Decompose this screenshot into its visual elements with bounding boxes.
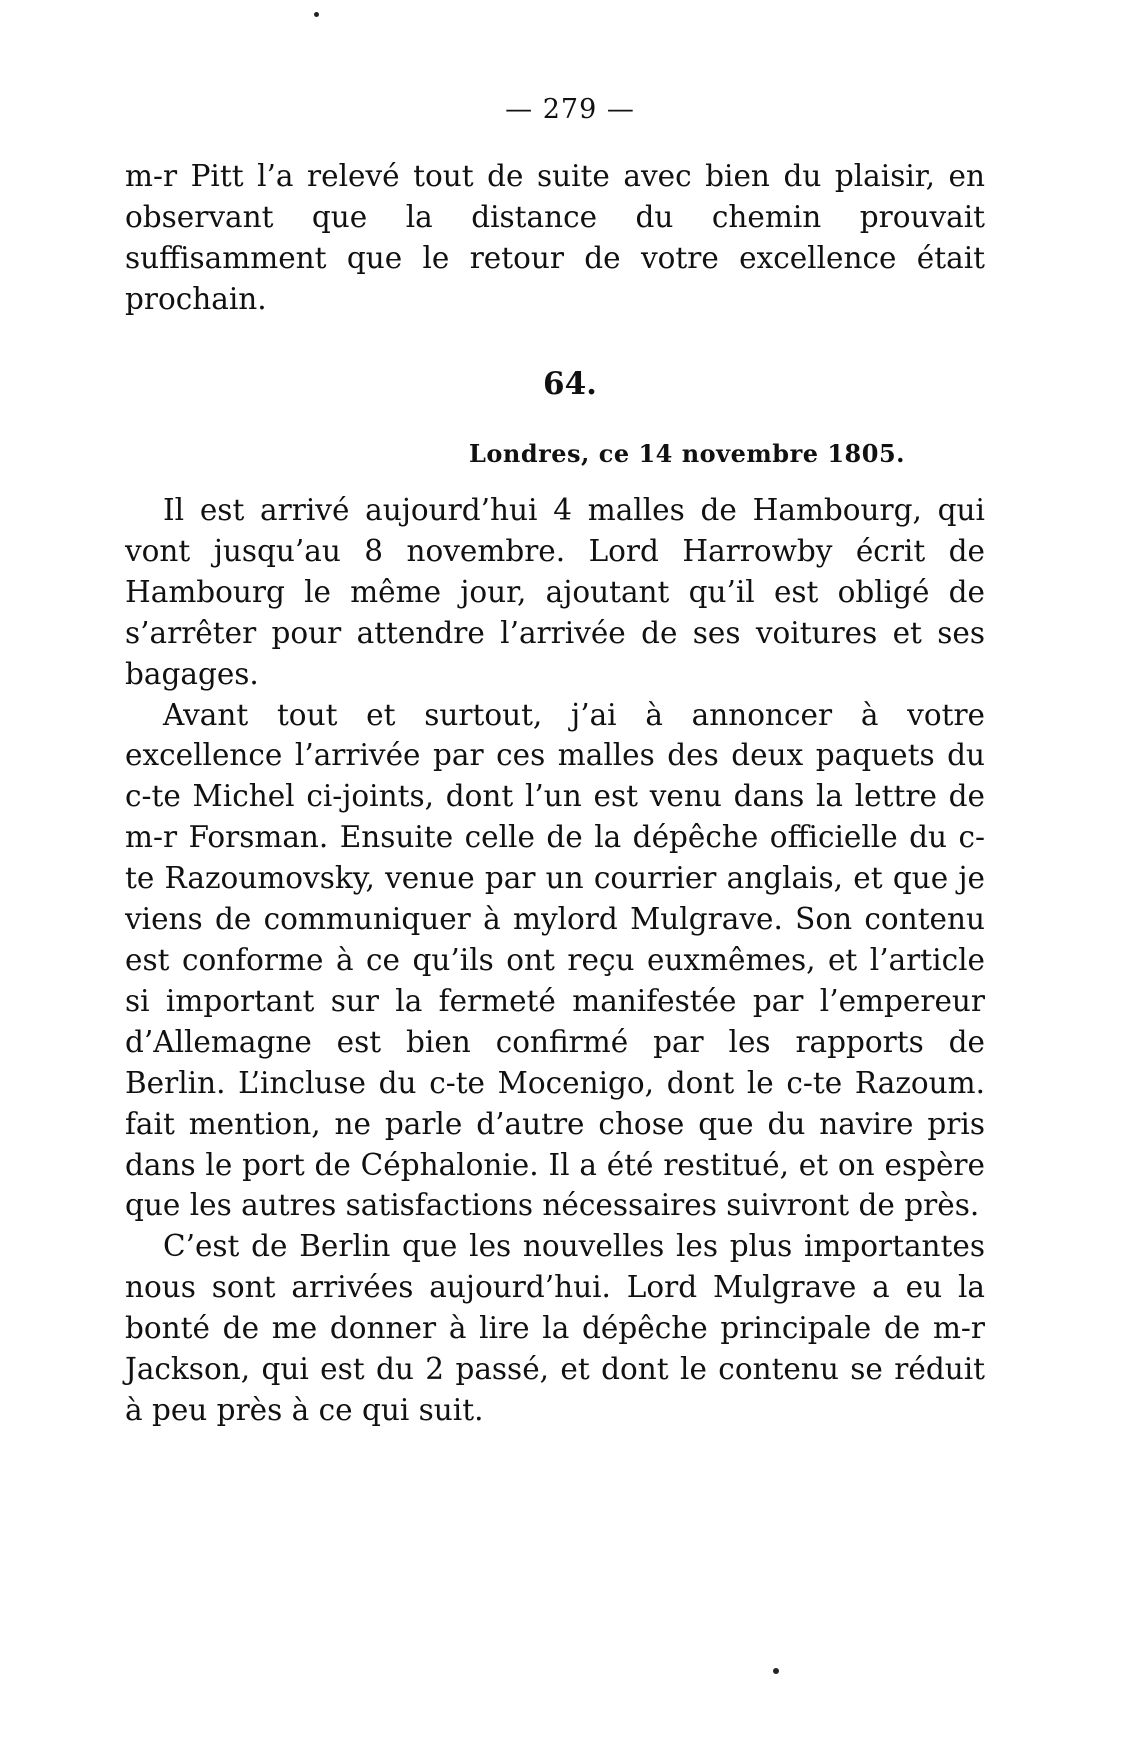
letter-number: 64.	[543, 366, 597, 402]
page-number: — 279 —	[505, 94, 635, 125]
continuation-paragraph: m-r Pitt l’a relevé tout de suite avec bien du plaisir, en observant que la distance du chemin prouvait suffisamment que le retour de votre excellence était prochain.	[125, 159, 985, 316]
letter-paragraph: Il est arrivé aujourd’hui 4 malles de Hambourg, qui vont jusqu’au 8 novembre. Lord Harrowby écrit de Hambourg le même jour, ajoutant qu’il est obligé de s’arrêter pour attendre l’arrivée de ses voitures et ses bagages.	[125, 493, 985, 691]
letter-paragraph: Avant tout et surtout, j’ai à annoncer à votre excellence l’arrivée par ces malles des deux paquets du c-te Michel ci-joints, dont l’un est venu dans la lettre de m-r Forsman. Ensuite celle de la dépêche officielle du c-te Razoumovsky, venue par un courrier anglais, et que je viens de communiquer à mylord Mulgrave. Son contenu est conforme à ce qu’ils ont reçu euxmêmes, et l’article si important sur la fermeté manifestée par l’empereur d’Allemagne est bien confirmé par les rapports de Berlin. L’incluse du c-te Mocenigo, dont le c-te Razoum. fait mention, ne parle d’autre chose que du navire pris dans le port de Céphalonie. Il a été restitué, et on espère que les autres satisfactions nécessaires suivront de près.	[125, 697, 985, 1223]
print-speck	[314, 12, 319, 17]
dateline: Londres, ce 14 novembre 1805.	[468, 439, 905, 468]
letter-body	[125, 490, 985, 1431]
letter-paragraph: C’est de Berlin que les nouvelles les plus importantes nous sont arrivées aujourd’hui. Lord Mulgrave a eu la bonté de me donner à lire la dépêche principale de m-r Jackson, qui est du 2 passé, et dont le contenu se réduit à peu près à ce qui suit.	[125, 1229, 985, 1427]
continuation-text-block	[125, 156, 985, 320]
print-speck	[773, 1668, 779, 1674]
